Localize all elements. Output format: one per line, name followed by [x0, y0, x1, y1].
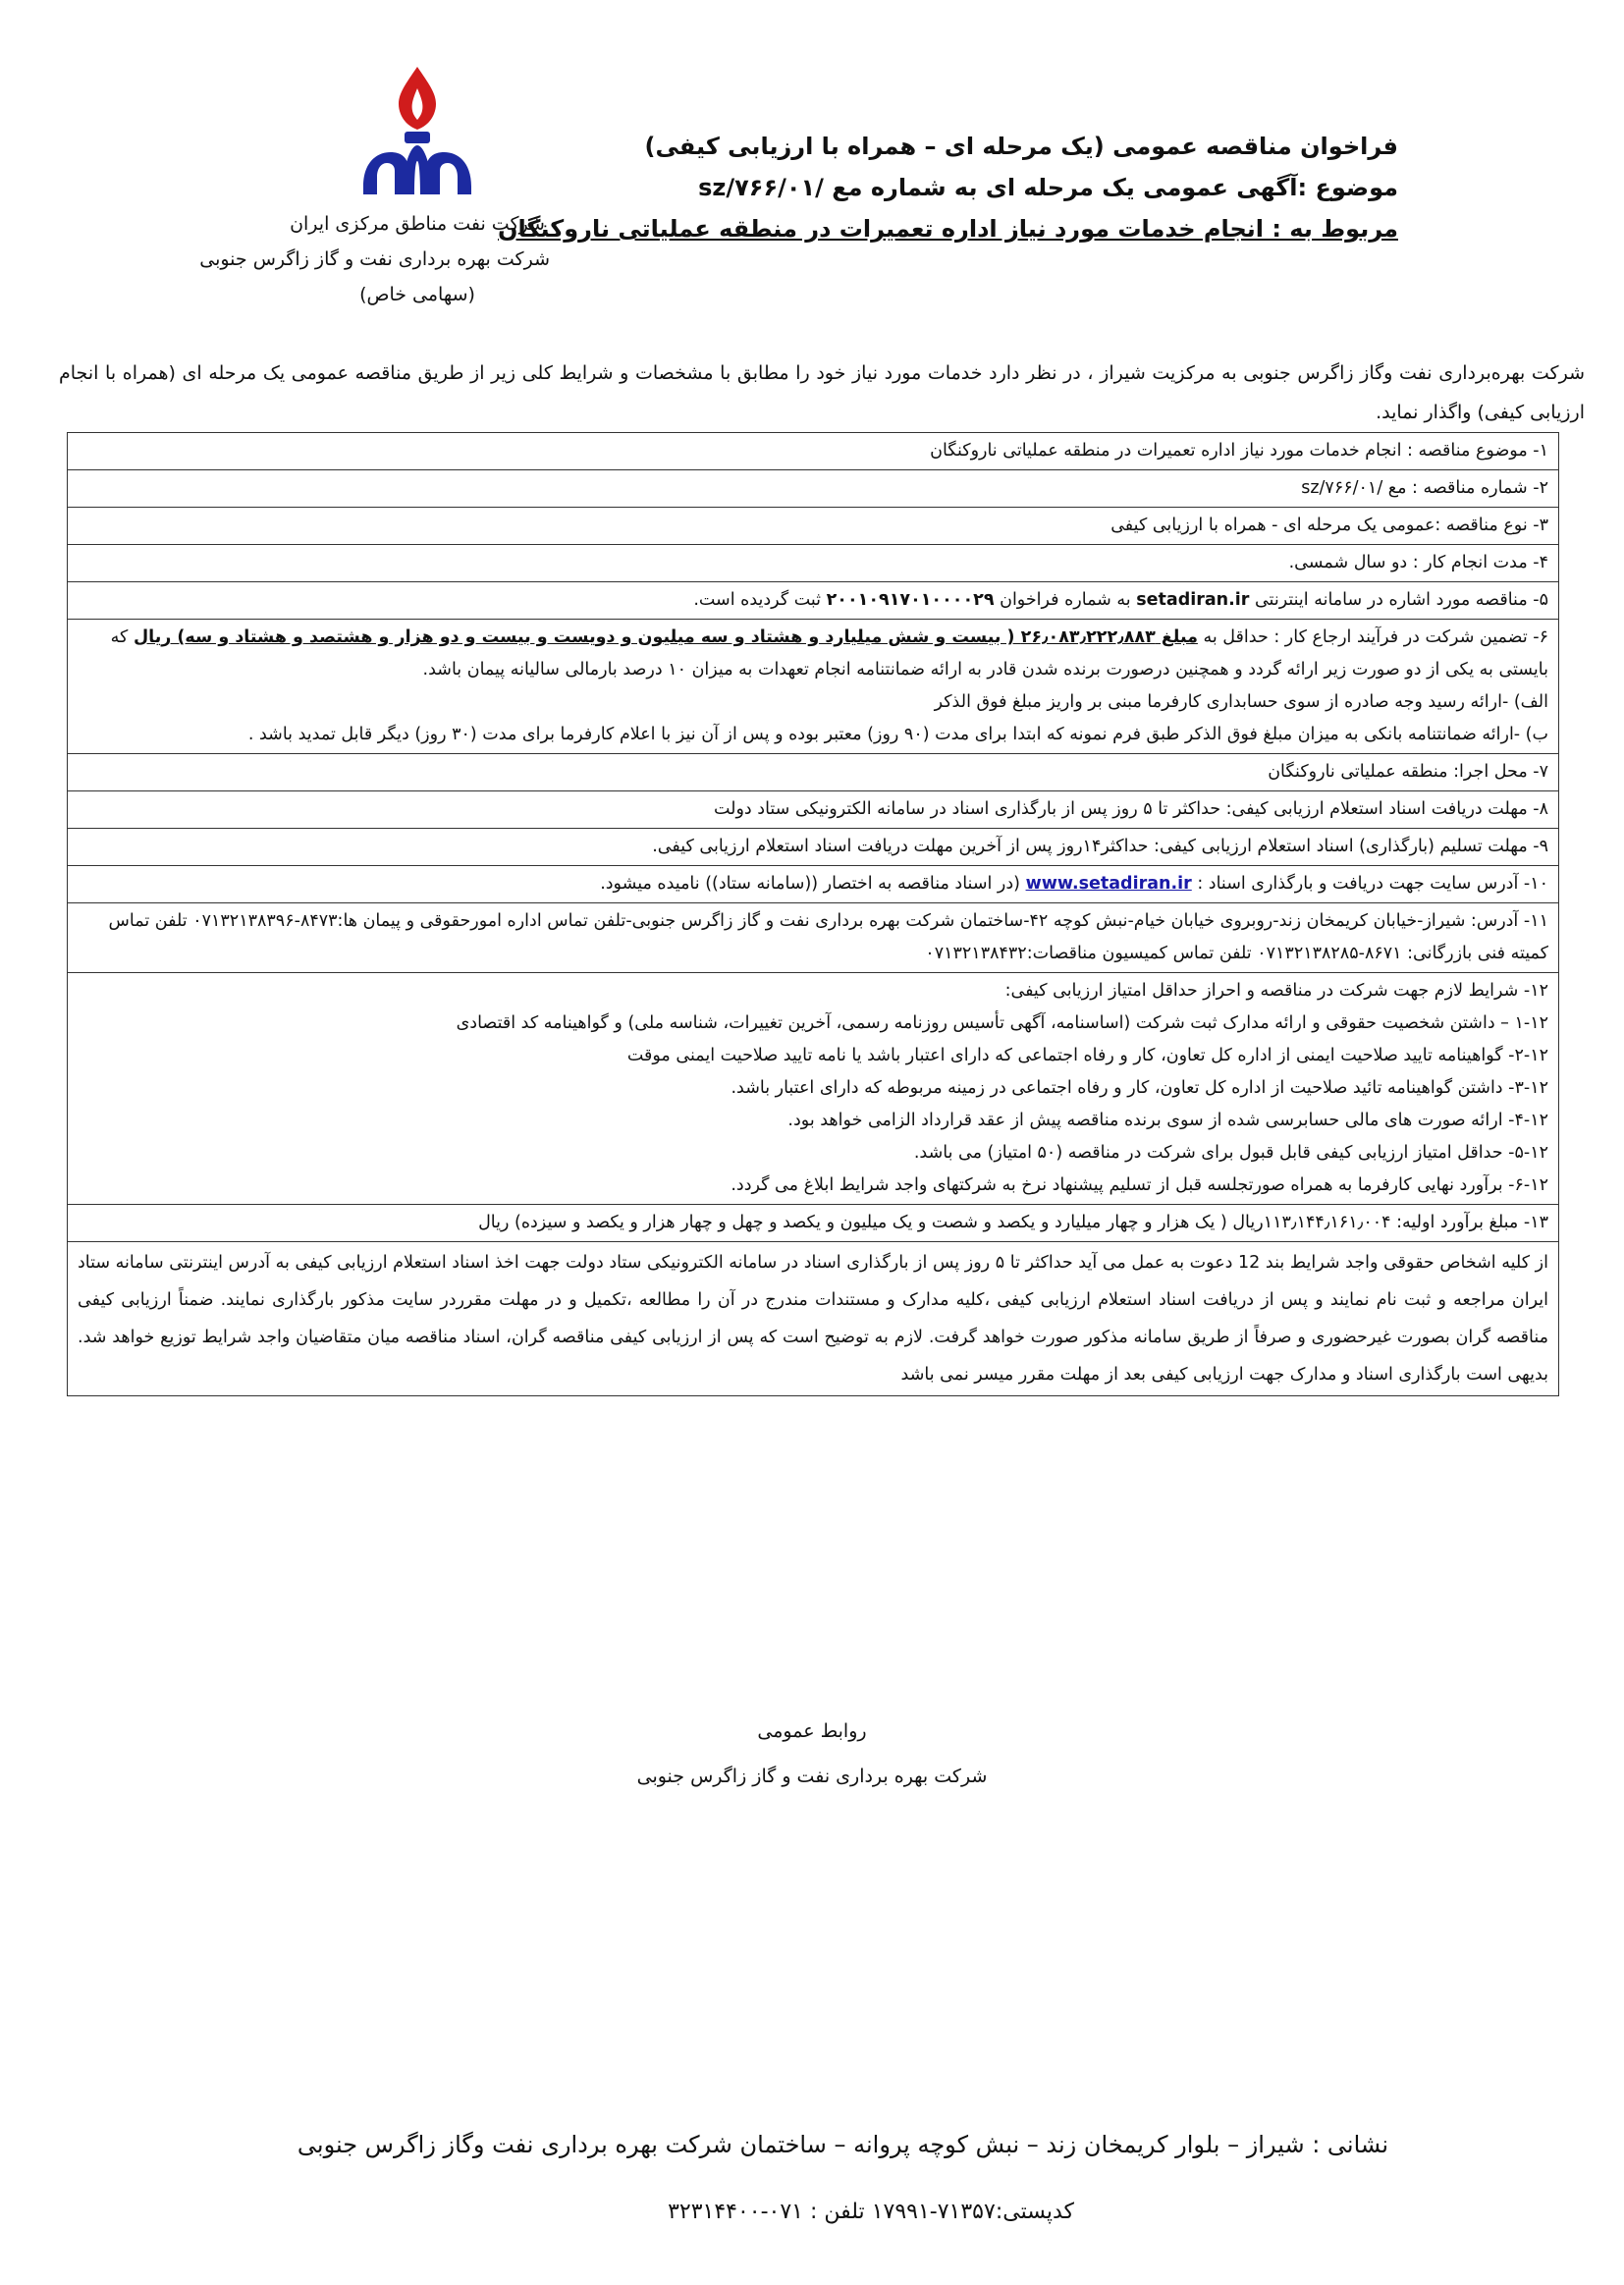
item-6-text-a: ۶- تضمین شرکت در فرآیند ارجاع کار : حداقل به — [1197, 627, 1548, 647]
item-12-heading: ۱۲- شرایط لازم جهت شرکت در مناقصه و احراز حداقل امتیاز ارزیابی کیفی: — [1004, 981, 1548, 1001]
company-name-line2: شرکت بهره برداری نفت و گاز زاگرس جنوبی — [199, 248, 550, 270]
table-row — [68, 582, 1559, 620]
table-row — [68, 791, 1559, 829]
item-8: ۸- مهلت دریافت اسناد استعلام ارزیابی کیفی: حداکثر تا ۵ روز پس از بارگذاری اسناد در سامانه الکترونیکی ستاد دولت — [68, 791, 1559, 829]
final-paragraph: از کلیه اشخاص حقوقی واجد شرایط بند 12 دعوت به عمل می آید حداکثر تا ۵ روز پس از بارگذاری اسناد در سامانه الکترونیکی ستاد دولت جهت اخذ اسناد استعلام ارزیابی کیفی به آدرس اینترنتی سامانه ستاد ایران مراجعه و ثبت نام نمایند و پس از دریافت اسناد استعلام ارزیابی کیفی ،کلیه مدارک و مستندات مندرج در آن را مطالعه ،تکمیل و در مهلت مقرردر سایت مذکور بارگذاری نمایند. ضمناً ارزیابی کیفی مناقصه گران بصورت غیرحضوری و صرفاً از طریق سامانه مذکور صورت خواهد گرفت. لازم به توضیح است که پس از ارزیابی کیفی مناقصه گران، اسناد مناقصه میان متقاضیان واجد شرایط توزیع خواهد شد. بدیهی است بارگذاری اسناد و مدارک جهت ارزیابی کیفی بعد از مهلت مقرر میسر نمی باشد — [68, 1242, 1559, 1396]
item-5-text-a: ۵- مناقصه مورد اشاره در سامانه اینترنتی — [1249, 590, 1548, 610]
item-6-option-be: ب) -ارائه ضمانتنامه بانکی به میزان مبلغ فوق الذکر طبق فرم نمونه که ابتدا برای مدت (۹۰ روز) معتبر بوده و پس از آن نیز با اعلام کارفرما برای مدت (۳۰ روز) دیگر قابل تمدید باشد . — [247, 725, 1548, 744]
item-12 — [68, 973, 1559, 1205]
table-row — [68, 545, 1559, 582]
table-row — [68, 470, 1559, 508]
table-row — [68, 754, 1559, 791]
item-12-3: ۳-۱۲- داشتن گواهینامه تائید صلاحیت از اداره کل تعاون، کار و رفاه اجتماعی در زمینه مربوطه که دارای اعتبار باشد. — [731, 1078, 1548, 1098]
item-12-5: ۵-۱۲- حداقل امتیاز ارزیابی کیفی قابل قبول برای شرکت در مناقصه (۵۰ امتیاز) می باشد. — [913, 1143, 1548, 1163]
table-row — [68, 508, 1559, 545]
item-12-6: ۶-۱۲- برآورد نهایی کارفرما به همراه صورتجلسه قبل از تسلیم پیشنهاد نرخ به شرکتهای واجد شرایط ابلاغ می گردد. — [731, 1175, 1548, 1195]
company-logo-block — [199, 59, 550, 312]
call-number: ۲۰۰۱۰۹۱۷۰۱۰۰۰۰۲۹ — [826, 590, 995, 610]
table-row — [68, 433, 1559, 470]
item-9: ۹- مهلت تسلیم (بارگذاری) اسناد استعلام ارزیابی کیفی: حداکثر۱۴روز پس از آخرین مهلت دریافت اسناد استعلام ارزیابی کیفی. — [68, 829, 1559, 866]
table-row — [68, 620, 1559, 754]
item-10 — [68, 866, 1559, 903]
footer-postal-code: کدپستی:۷۱۳۵۷-۱۷۹۹۱ تلفن : ۰۷۱-۳۲۳۱۴۴۰۰ — [668, 2200, 1074, 2224]
company-name-line1: شرکت نفت مناطق مرکزی ایران — [290, 213, 545, 235]
item-6 — [68, 620, 1559, 754]
signature-company: شرکت بهره برداری نفت و گاز زاگرس جنوبی — [636, 1766, 988, 1787]
table-row — [68, 1205, 1559, 1242]
item-6-text-b: که بایستی به یکی از دو صورت زیر ارائه گردد و همچنین درصورت برنده شدن قادر به ارائه ضمانتنامه انجام تعهدات به میزان ۱۰ درصد بارمالی سالیانه پیمان باشد. — [110, 627, 1548, 680]
setadiran-url-link[interactable]: www.setadiran.ir — [1025, 874, 1192, 894]
table-row — [68, 903, 1559, 973]
item-2: ۲- شماره مناقصه : مع /۷۶۶/۰۱/sz — [68, 470, 1559, 508]
notice-related-to: مربوط به : انجام خدمات مورد نیاز اداره تعمیرات در منطقه عملیاتی ناروکنگان — [498, 215, 1398, 243]
signature-public-relations: روابط عمومی — [757, 1720, 867, 1742]
table-row — [68, 1242, 1559, 1396]
item-13: ۱۳- مبلغ برآورد اولیه: ۱۱۳٫۱۴۴٫۱۶۱٫۰۰۴ریال ( یک هزار و چهار میلیارد و یکصد و شصت و یک میلیون و یکصد و چهل و چهار هزار و یکصد و سیزده) ریال — [68, 1205, 1559, 1242]
tender-items-table — [67, 432, 1559, 1396]
intro-paragraph: شرکت بهره‌برداری نفت وگاز زاگرس جنوبی به مرکزیت شیراز ، در نظر دارد خدمات مورد نیاز خود را مطابق با مشخصات و شرایط کلی زیر از طریق مناقصه عمومی یک مرحله ای (همراه با انجام ارزیابی کیفی) واگذار نماید. — [59, 362, 1585, 423]
item-4: ۴- مدت انجام کار : دو سال شمسی. — [68, 545, 1559, 582]
item-12-2: ۲-۱۲- گواهینامه تایید صلاحیت ایمنی از اداره کل تعاون، کار و رفاه اجتماعی که دارای اعتبار باشد یا نامه تایید صلاحیت ایمنی موقت — [626, 1046, 1548, 1065]
company-name-line3: (سهامی خاص) — [359, 284, 475, 305]
table-row — [68, 829, 1559, 866]
notice-title: فراخوان مناقصه عمومی (یک مرحله ای – همراه با ارزیابی کیفی) — [644, 133, 1398, 160]
footer-address: نشانی : شیراز – بلوار کریمخان زند – نبش کوچه پروانه – ساختمان شرکت بهره برداری نفت وگاز زاگرس جنوبی — [297, 2131, 1388, 2158]
setadiran-link[interactable]: setadiran.ir — [1136, 590, 1250, 610]
item-10-text-b: (در اسناد مناقصه به اختصار ((سامانه ستاد)) نامیده میشود. — [600, 874, 1026, 894]
item-11: ۱۱- آدرس: شیراز-خیابان کریمخان زند-روبروی خیابان خیام-نبش کوچه ۴۲-ساختمان شرکت بهره برداری نفت و گاز زاگرس جنوبی-تلفن تماس اداره امورحقوقی و پیمان ها:۸۴۷۳-۰۷۱۳۲۱۳۸۳۹۶ تلفن تماس کمیته فنی بازرگانی: ۸۶۷۱-۰۷۱۳۲۱۳۸۲۸۵ تلفن تماس کمیسیون مناقصات:۰۷۱۳۲۱۳۸۴۳۲ — [68, 903, 1559, 973]
item-5-text-c: ثبت گردیده است. — [693, 590, 827, 610]
item-1: ۱- موضوع مناقصه : انجام خدمات مورد نیاز اداره تعمیرات در منطقه عملیاتی ناروکنگان — [68, 433, 1559, 470]
item-6-option-alef: الف) -ارائه رسید وجه صادره از سوی حسابداری کارفرما مبنی بر واریز مبلغ فوق الذکر — [934, 692, 1548, 712]
table-row — [68, 866, 1559, 903]
item-10-text-a: ۱۰- آدرس سایت جهت دریافت و بارگذاری اسناد : — [1191, 874, 1548, 894]
table-row — [68, 973, 1559, 1205]
item-12-1: ۱-۱۲ – داشتن شخصیت حقوقی و ارائه مدارک ثبت شرکت (اساسنامه، آگهی تأسیس روزنامه رسمی، آخرین تغییرات، شناسه ملی) و گواهینامه کد اقتصادی — [456, 1013, 1548, 1033]
item-5 — [68, 582, 1559, 620]
item-3: ۳- نوع مناقصه :عمومی یک مرحله ای - همراه با ارزیابی کیفی — [68, 508, 1559, 545]
nioc-flame-logo-icon — [344, 59, 491, 206]
item-12-4: ۴-۱۲- ارائه صورت های مالی حسابرسی شده از سوی برنده مناقصه پیش از عقد قرارداد الزامی خواهد بود. — [787, 1111, 1548, 1130]
guarantee-amount: مبلغ ۲۶٫۰۸۳٫۲۲۲٫۸۸۳ ( بیست و شش میلیارد و هشتاد و سه میلیون و دویست و بیست و دو هزار و هشتصد و هشتاد و سه) ریال — [133, 627, 1198, 647]
item-7: ۷- محل اجرا: منطقه عملیاتی ناروکنگان — [68, 754, 1559, 791]
notice-subject: موضوع :آگهی عمومی یک مرحله ای به شماره مع /۷۶۶/۰۱/sz — [698, 174, 1398, 201]
notice-title-block — [498, 126, 1398, 249]
item-5-text-b: به شماره فراخوان — [994, 590, 1137, 610]
